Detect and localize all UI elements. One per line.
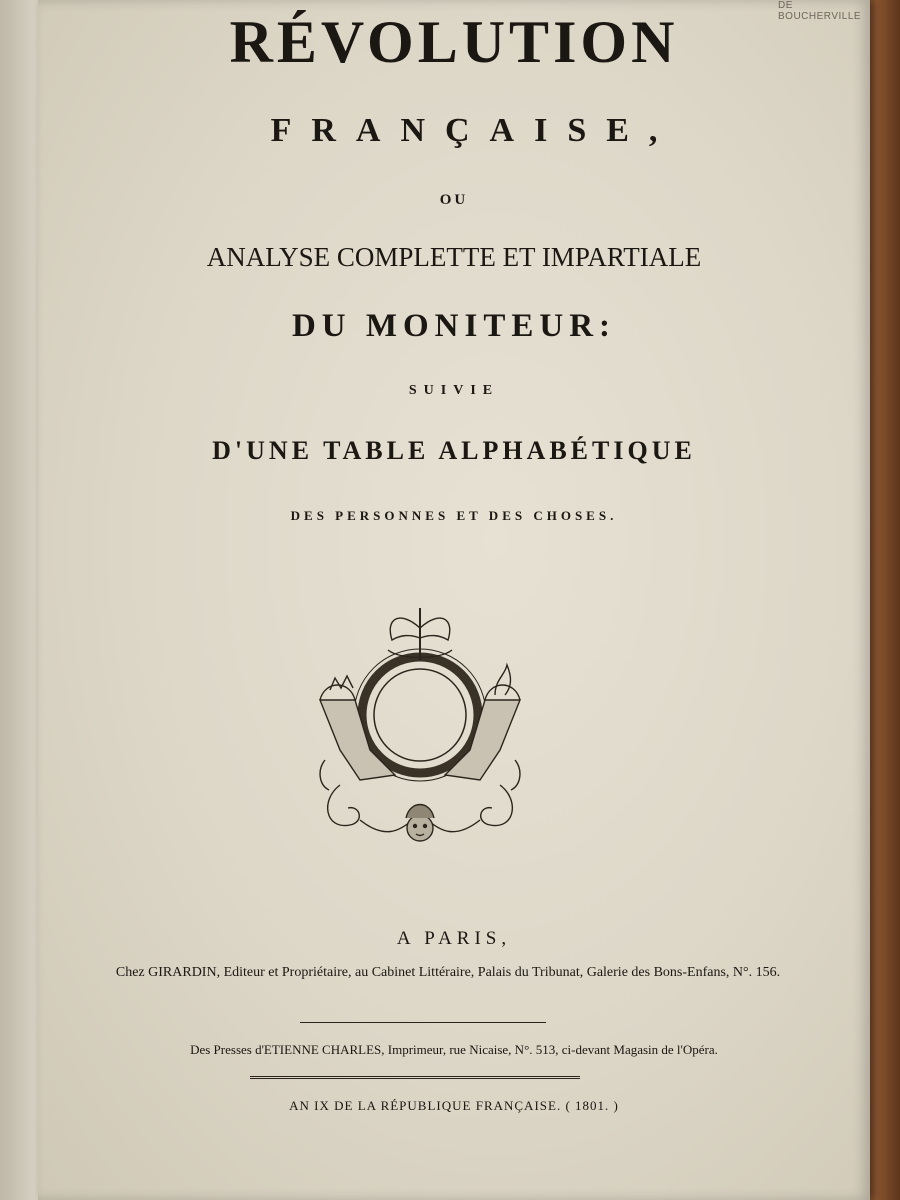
- imprint-city: A PARIS,: [396, 928, 512, 949]
- title-line-moniteur: DU MONITEUR:: [291, 308, 617, 344]
- title-line-francaise: FRANÇAISE,: [270, 112, 678, 149]
- ownership-stamp: DE BOUCHERVILLE: [778, 0, 862, 22]
- title-line-analyse: ANALYSE COMPLETTE ET IMPARTIALE: [206, 242, 702, 272]
- title-line-table: D'UNE TABLE ALPHABÉTIQUE: [212, 436, 696, 465]
- title-line-suivie: SUIVIE: [408, 383, 500, 398]
- title-page: [38, 0, 870, 1200]
- divider-rule: [300, 1022, 546, 1023]
- title-line-personnes: DES PERSONNES ET DES CHOSES.: [290, 508, 618, 523]
- ornamental-vignette-icon: [300, 600, 540, 870]
- double-divider-rule: [250, 1076, 580, 1079]
- imprint-date: AN IX DE LA RÉPUBLIQUE FRANÇAISE. ( 1801. ): [289, 1098, 619, 1113]
- title-line-ou: OU: [439, 192, 469, 208]
- imprint-printer: Des Presses d'ETIENNE CHARLES, Imprimeur, rue Nicaise, N°. 513, ci-devant Magasin de l'Opéra.: [190, 1042, 718, 1057]
- imprint-publisher: Chez GIRARDIN, Editeur et Propriétaire, au Cabinet Littéraire, Palais du Tribunat, Galerie des Bons-Enfans, N°. 156.: [115, 965, 781, 980]
- title-line-revolution: RÉVOLUTION: [229, 9, 679, 75]
